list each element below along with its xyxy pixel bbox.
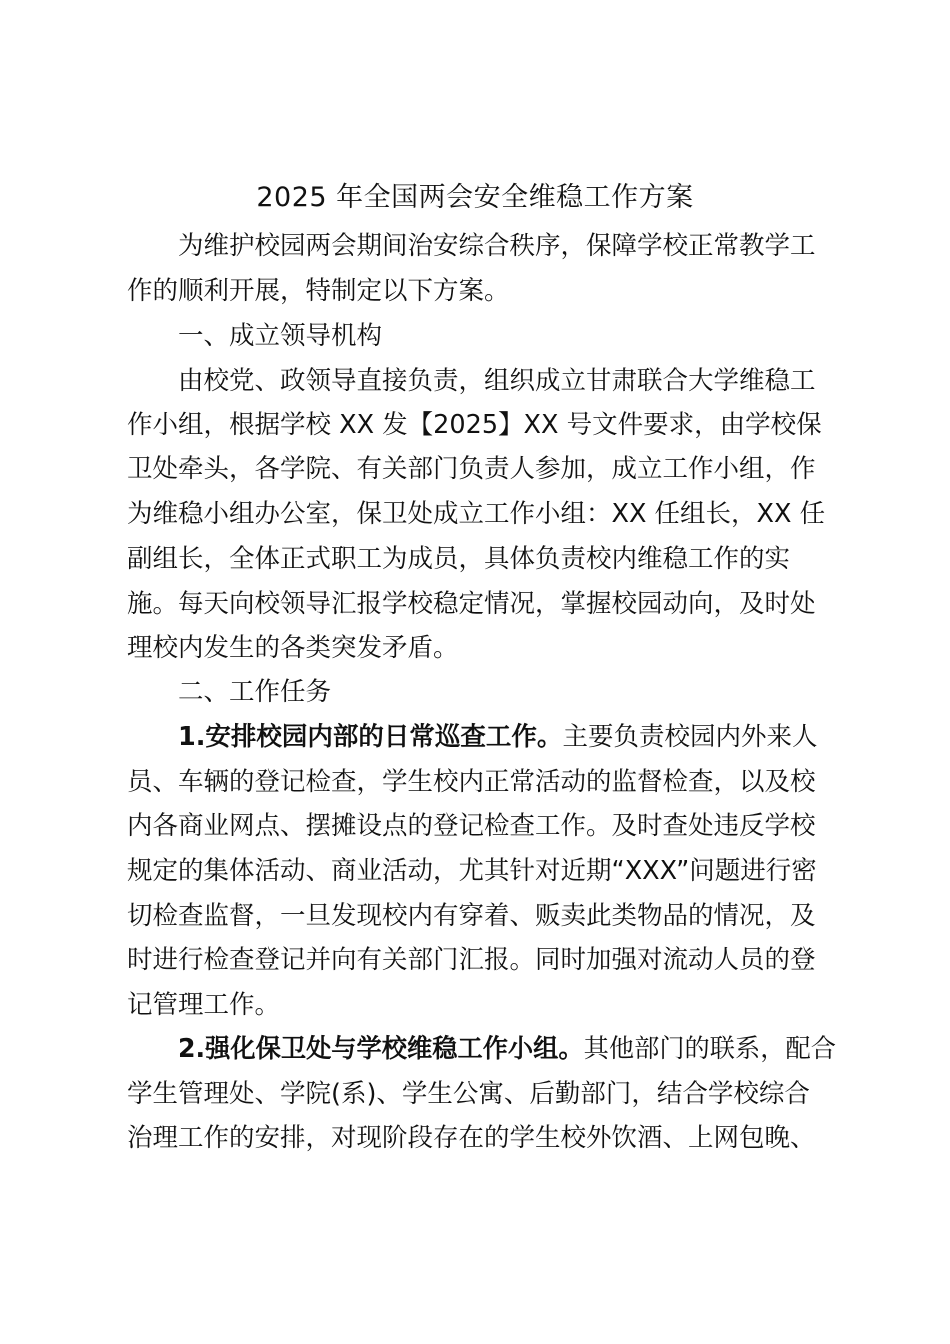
section-1-line: 卫处牵头，各学院、有关部门负责人参加，成立工作小组，作 (127, 454, 816, 484)
intro-line-2: 作的顺利开展，特制定以下方案。 (127, 276, 510, 306)
item-2-line: 学生管理处、学院(系)、学生公寓、后勤部门，结合学校综合 (127, 1079, 810, 1109)
section-1-line: 副组长，全体正式职工为成员，具体负责校内维稳工作的实 (127, 544, 791, 574)
section-1-line: 理校内发生的各类突发矛盾。 (127, 633, 459, 663)
intro-line-1: 为维护校园两会期间治安综合秩序，保障学校正常教学工 (178, 231, 816, 261)
section-2-heading: 二、工作任务 (178, 677, 332, 707)
item-2-first-line (178, 1029, 836, 1069)
item-1-line: 切检查监督，一旦发现校内有穿着、贩卖此类物品的情况，及 (127, 901, 816, 931)
item-1-first-rest: 主要负责校园内外来人 (562, 722, 818, 752)
item-1-line: 规定的集体活动、商业活动，尤其针对近期“XXX”问题进行密 (127, 856, 817, 886)
item-1-first-line (178, 717, 817, 757)
item-1-line: 员、车辆的登记检查，学生校内正常活动的监督检查，以及校 (127, 767, 816, 797)
section-1-line: 施。每天向校领导汇报学校稳定情况，掌握校园动向，及时处 (127, 589, 816, 619)
item-1-line: 时进行检查登记并向有关部门汇报。同时加强对流动人员的登 (127, 945, 816, 975)
section-1-line: 由校党、政领导直接负责，组织成立甘肃联合大学维稳工 (178, 366, 816, 396)
item-2-bold-lead: 2.强化保卫处与学校维稳工作小组。 (178, 1034, 584, 1064)
section-1-line: 作小组，根据学校 XX 发【2025】XX 号文件要求，由学校保 (127, 410, 822, 440)
item-2-line: 治理工作的安排，对现阶段存在的学生校外饮酒、上网包晚、 (127, 1123, 816, 1153)
section-1-heading: 一、成立领导机构 (178, 321, 383, 351)
item-1-bold-lead: 1.安排校园内部的日常巡查工作。 (178, 722, 563, 752)
item-2-first-rest: 其他部门的联系，配合 (583, 1034, 836, 1064)
document-title: 2025 年全国两会安全维稳工作方案 (256, 182, 694, 213)
item-1-line: 内各商业网点、摆摊设点的登记检查工作。及时查处违反学校 (127, 811, 816, 841)
section-1-line: 为维稳小组办公室，保卫处成立工作小组：XX 任组长，XX 任 (127, 499, 826, 529)
item-1-line: 记管理工作。 (127, 990, 281, 1020)
